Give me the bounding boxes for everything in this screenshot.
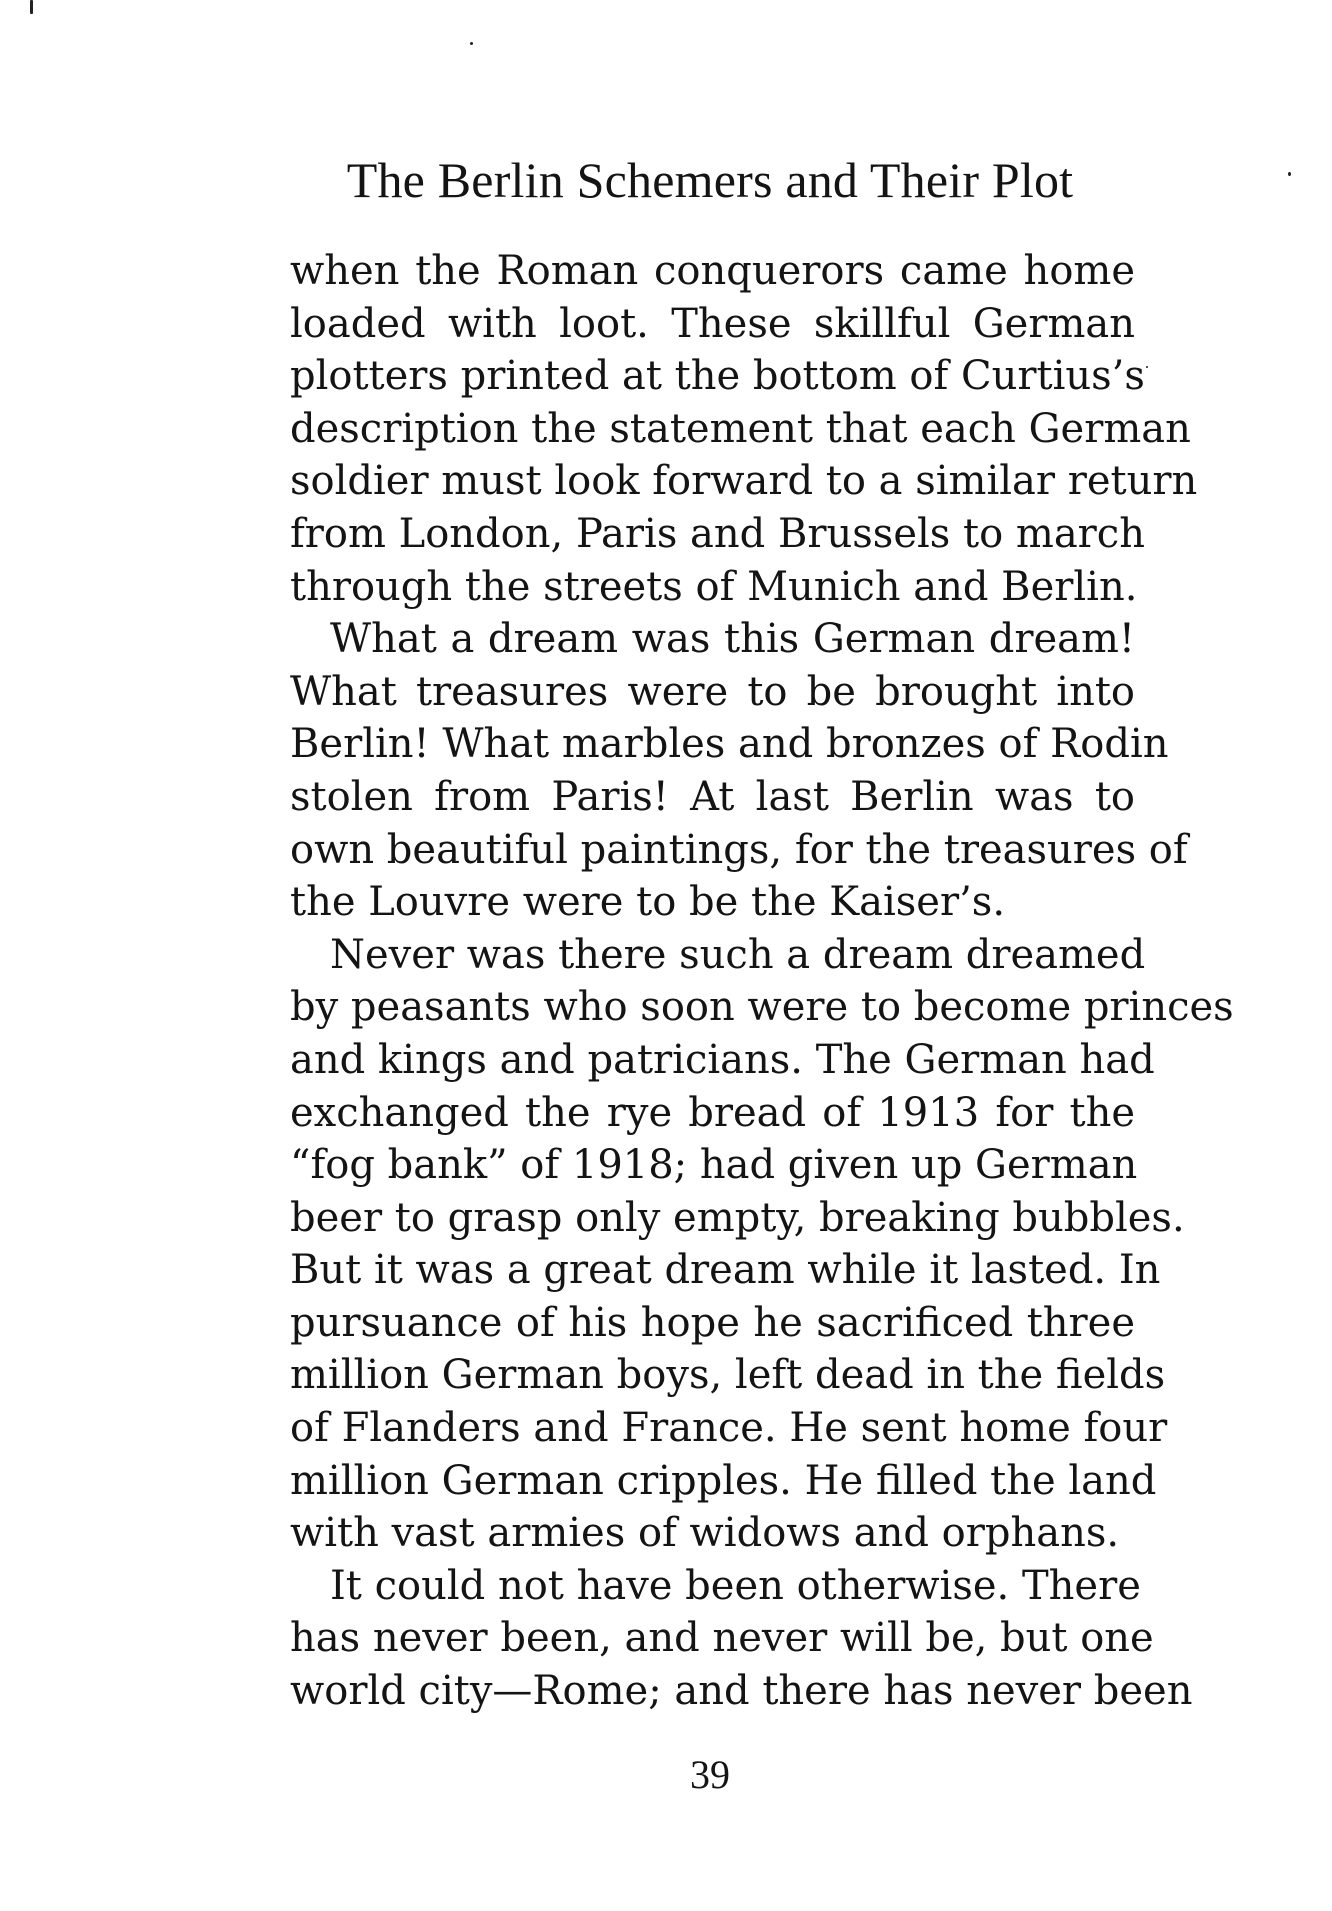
page-number: 39 xyxy=(690,1752,730,1797)
text-line: exchanged the rye bread of 1913 for the xyxy=(290,1089,1135,1136)
text-line: What treasures were to be brought into xyxy=(290,668,1135,715)
text-line: when the Roman conquerors came home xyxy=(290,248,1135,294)
text-line: has never been, and never will be, but one xyxy=(290,1615,1154,1662)
paragraph-2 xyxy=(290,613,1188,929)
text-line: world city—Rome; and there has never been xyxy=(290,1668,1193,1715)
scan-speck xyxy=(30,0,33,14)
text-line: plotters printed at the bottom of Curtius’s xyxy=(290,353,1145,400)
text-line: million German cripples. He filled the land xyxy=(290,1457,1157,1504)
text-line: by peasants who soon were to become princes xyxy=(290,984,1234,1031)
text-line: million German boys, left dead in the fields xyxy=(290,1352,1166,1399)
text-line: loaded with loot. These skillful German xyxy=(290,300,1135,347)
scan-speck xyxy=(1288,172,1291,176)
text-line: pursuance of his hope he sacrificed three xyxy=(290,1299,1135,1346)
text-line: and kings and patricians. The German had xyxy=(290,1036,1155,1083)
text-line: from London, Paris and Brussels to march xyxy=(290,510,1145,557)
text-line: Never was there such a dream dreamed xyxy=(330,931,1146,978)
text-line: with vast armies of widows and orphans. xyxy=(290,1510,1120,1557)
scan-speck xyxy=(1146,366,1148,368)
text-line: But it was a great dream while it lasted. In xyxy=(290,1247,1161,1294)
paragraph-3 xyxy=(290,929,1234,1560)
text-line: of Flanders and France. He sent home four xyxy=(290,1405,1168,1452)
text-line: beer to grasp only empty, breaking bubbles. xyxy=(290,1194,1185,1241)
text-line: soldier must look forward to a similar return xyxy=(290,458,1198,505)
text-line: the Louvre were to be the Kaiser’s. xyxy=(290,879,1006,926)
text-line: It could not have been otherwise. There xyxy=(330,1562,1141,1609)
paragraph-1 xyxy=(290,245,1198,613)
text-line: “fog bank” of 1918; had given up German xyxy=(290,1142,1138,1189)
text-line: description the statement that each German xyxy=(290,405,1191,452)
body-text xyxy=(290,245,1234,1718)
text-line: stolen from Paris! At last Berlin was to xyxy=(290,773,1135,820)
text-line: What a dream was this German dream! xyxy=(330,616,1135,663)
paragraph-4 xyxy=(290,1560,1193,1718)
text-line: through the streets of Munich and Berlin. xyxy=(290,563,1138,610)
scan-speck xyxy=(470,42,473,45)
running-title: The Berlin Schemers and Their Plot xyxy=(346,152,1074,208)
text-line: Berlin! What marbles and bronzes of Rodin xyxy=(290,721,1169,768)
text-line: own beautiful paintings, for the treasures of xyxy=(290,826,1188,873)
